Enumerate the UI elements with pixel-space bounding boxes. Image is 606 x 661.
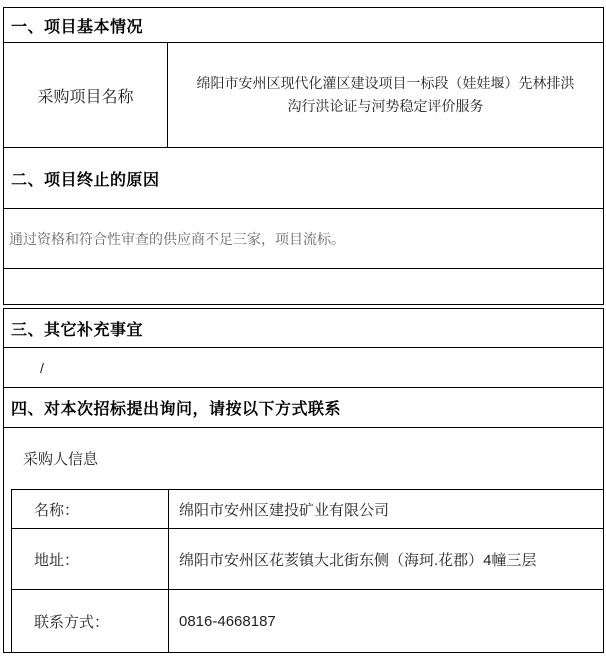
project-name-label: 采购项目名称 — [4, 43, 168, 147]
contact-address-label: 地址： — [12, 529, 169, 589]
termination-announcement — [3, 7, 604, 653]
project-name-row — [4, 42, 603, 147]
contact-name-value: 绵阳市安州区建投矿业有限公司 — [179, 501, 390, 519]
contact-phone-value: 0816-4668187 — [179, 612, 276, 630]
table-row — [12, 590, 603, 652]
purchaser-info-heading: 采购人信息 — [4, 427, 603, 489]
table-basic-info — [3, 7, 604, 305]
contact-name-label: 名称： — [12, 490, 169, 528]
contact-address-value: 绵阳市安州区花荄镇大北街东侧（海珂.花郡）4幢三层 — [179, 551, 537, 569]
table-contact-info — [3, 308, 604, 653]
table-row — [12, 490, 603, 529]
section3-title: 三、其它补充事宜 — [11, 321, 144, 339]
table-row — [12, 529, 603, 590]
section2-title: 二、项目终止的原因 — [4, 147, 603, 208]
section4-title: 四、对本次招标提出询问，请按以下方式联系 — [4, 387, 603, 427]
termination-reason-text: 通过资格和符合性审查的供应商不足三家，项目流标。 — [4, 208, 603, 268]
contact-table — [11, 489, 603, 652]
empty-row — [4, 268, 603, 304]
contact-phone-label: 联系方式： — [12, 590, 169, 652]
section1-title: 一、项目基本情况 — [11, 18, 144, 36]
project-name-value: 绵阳市安州区现代化灌区建设项目一标段（娃娃堰）先林排洪沟行洪论证与河势稳定评价服务 — [196, 75, 575, 114]
supplementary-content: / — [4, 347, 603, 387]
